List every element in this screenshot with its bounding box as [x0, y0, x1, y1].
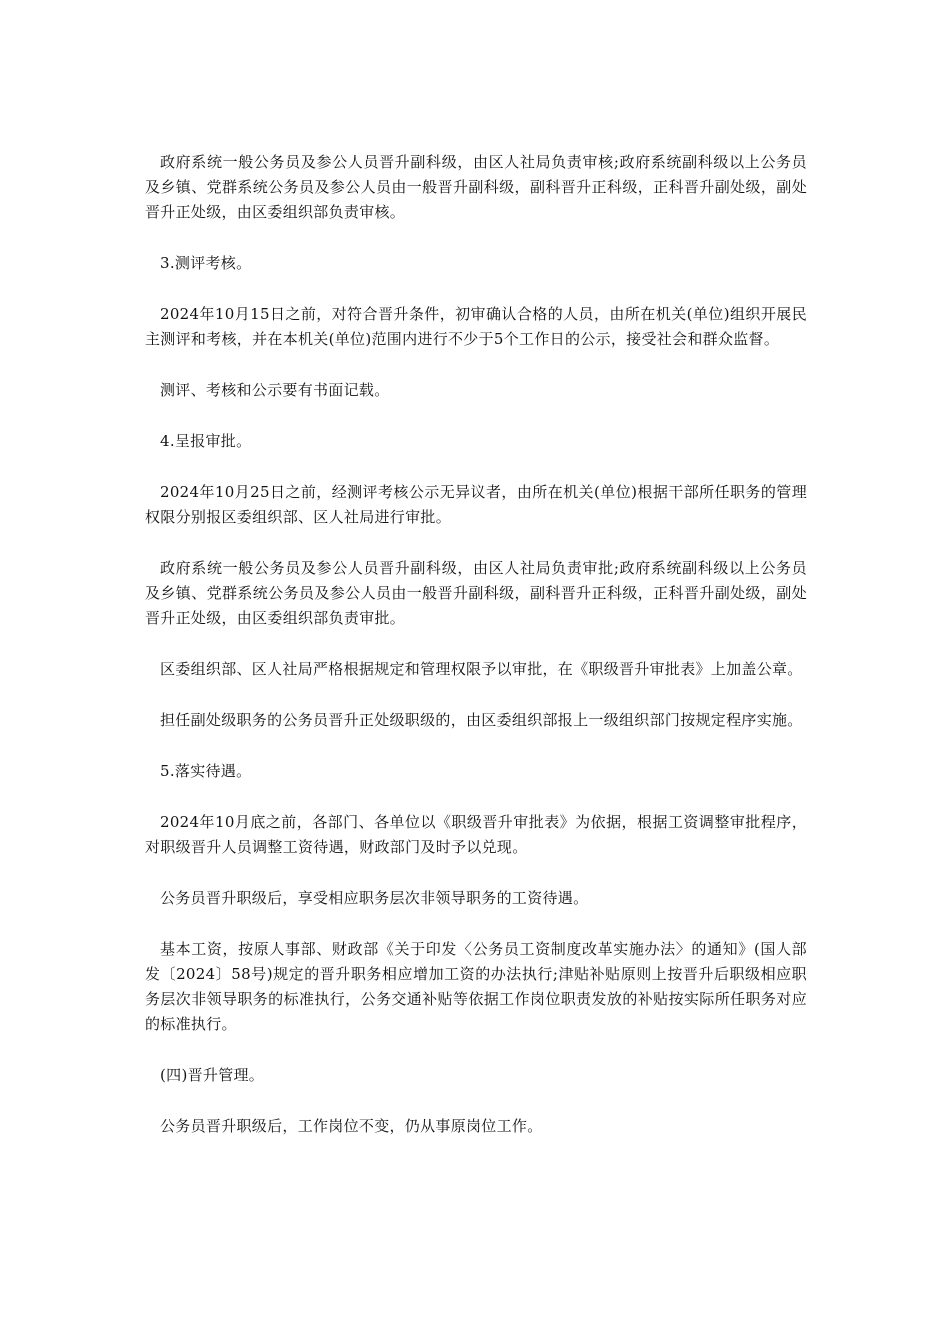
paragraph-basic-salary: 基本工资，按原人事部、财政部《关于印发〈公务员工资制度改革实施办法〉的通知》(国人部发〔2024〕58号)规定的晋升职务相应增加工资的办法执行;津贴补贴原则上按晋升后职级相应职务层次非领导职务的标准执行，公务交通补贴等依据工作岗位职责发放的补贴按实际所任职务对应的标准执行。 [145, 940, 807, 1033]
paragraph-approval-seal: 区委组织部、区人社局严格根据规定和管理权限予以审批，在《职级晋升审批表》上加盖公章。 [160, 660, 803, 678]
paragraph-deputy-director: 担任副处级职务的公务员晋升正处级职级的，由区委组织部报上一级组织部门按规定程序实施。 [160, 711, 803, 729]
document-body [145, 150, 807, 1165]
section-heading-evaluation: 3.测评考核。 [160, 254, 252, 272]
section-heading-approval: 4.呈报审批。 [160, 432, 252, 450]
paragraph-position-unchanged: 公务员晋升职级后，工作岗位不变，仍从事原岗位工作。 [160, 1117, 543, 1135]
paragraph-review-authority: 政府系统一般公务员及参公人员晋升副科级，由区人社局负责审核;政府系统副科级以上公务员及乡镇、党群系统公务员及参公人员由一般晋升副科级，副科晋升正科级，正科晋升副处级，副处晋升正处级，由区委组织部负责审核。 [145, 153, 807, 221]
section-heading-management: (四)晋升管理。 [160, 1066, 265, 1084]
paragraph-written-record: 测评、考核和公示要有书面记载。 [160, 381, 390, 399]
paragraph-salary-treatment: 公务员晋升职级后，享受相应职务层次非领导职务的工资待遇。 [160, 889, 589, 907]
paragraph-salary-deadline: 2024年10月底之前，各部门、各单位以《职级晋升审批表》为依据，根据工资调整审批程序，对职级晋升人员调整工资待遇，财政部门及时予以兑现。 [145, 813, 807, 856]
paragraph-evaluation-deadline: 2024年10月15日之前，对符合晋升条件，初审确认合格的人员，由所在机关(单位)组织开展民主测评和考核，并在本机关(单位)范围内进行不少于5个工作日的公示，接受社会和群众监督。 [145, 305, 807, 348]
paragraph-approval-deadline: 2024年10月25日之前，经测评考核公示无异议者，由所在机关(单位)根据干部所任职务的管理权限分别报区委组织部、区人社局进行审批。 [145, 483, 807, 526]
section-heading-treatment: 5.落实待遇。 [160, 762, 252, 780]
paragraph-approval-authority: 政府系统一般公务员及参公人员晋升副科级，由区人社局负责审批;政府系统副科级以上公务员及乡镇、党群系统公务员及参公人员由一般晋升副科级，副科晋升正科级，正科晋升副处级，副处晋升正处级，由区委组织部负责审批。 [145, 559, 807, 627]
